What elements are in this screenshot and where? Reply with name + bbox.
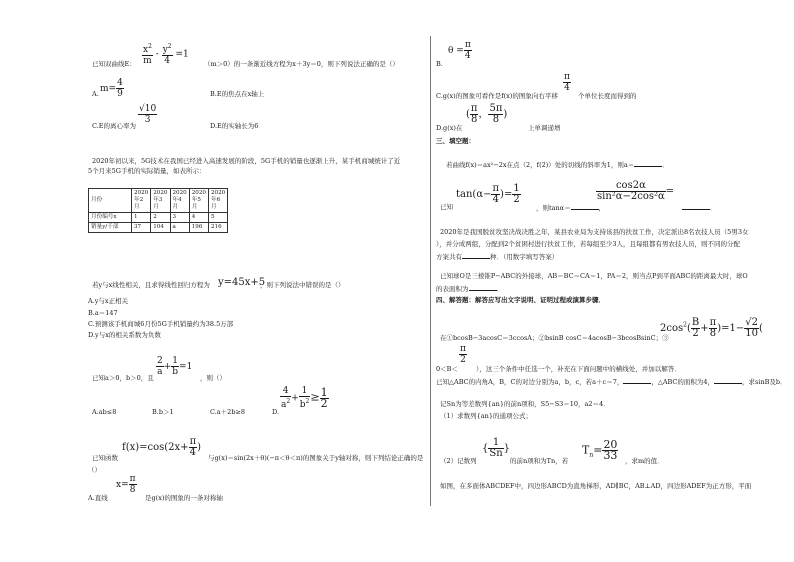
- answer-blank: [623, 377, 651, 384]
- table-cell: 4: [189, 213, 208, 223]
- column-divider: [430, 36, 431, 506]
- table-cell: 3: [170, 213, 189, 223]
- table-cell: 5: [209, 213, 228, 223]
- solve1-line2: ），这三个条件中任选一个，补充在下面问题中的横线处，并加以解答．: [476, 365, 681, 373]
- trig-option-a-text: 是g(x)的图象的一条对称轴: [145, 494, 223, 502]
- ineq-condition: $\frac{2}{a}$ + $\frac{1}{b}$ =1: [157, 356, 193, 377]
- section-4-heading: 四、解答题：解答应写出文字说明、证明过程或演算步骤．: [436, 296, 605, 304]
- section-3-heading: 三、填空题：: [436, 137, 475, 145]
- fill4-line2: 的表面积为 ．: [436, 285, 503, 293]
- fill2-end: ．: [682, 203, 717, 212]
- ineq-prefix: 已知a＞0，b＞0，且: [92, 374, 154, 382]
- table-cell: 104: [151, 223, 170, 233]
- solve1-condition-3: $2\cos^2$( $\frac{B}{2}$ + $\frac{\pi}{8}$ )=1− $\frac{√2}{10}$ (: [660, 317, 763, 339]
- table-row: [89, 223, 228, 233]
- table-row: [89, 213, 228, 223]
- solve2-sub1: （1）求数列{an}的通项公式；: [440, 412, 532, 420]
- solve3-line1: 如图，在多面体ABCDEF中，四边形ABCD为直角梯形，AD∥BC，AB⊥AD，四边形ADEF为正方形，平面: [440, 482, 752, 490]
- 5g-intro-line2: 5个月来5G手机的实际销量，如表所示：: [88, 167, 206, 175]
- answer-blank: [462, 252, 490, 259]
- 5g-option-a: A.y与x正相关: [88, 297, 129, 305]
- solve2-tn-equation: $T_n=$ $\frac{20}{33}$: [582, 438, 618, 462]
- solve2-sub2-prefix: （2）记数列: [440, 457, 477, 465]
- answer-blank: [571, 203, 599, 210]
- 5g-regression-suffix: ，则下列说法中错误的是（）: [260, 281, 345, 289]
- table-row: [89, 189, 228, 213]
- trig-label: （）: [88, 466, 101, 474]
- fill1-text: 若曲线f(x)＝ax²−2x在点（2，f(2)）处的切线的斜率为1，则a＝ ．: [446, 161, 669, 169]
- table-cell: a: [170, 223, 189, 233]
- table-cell: 216: [209, 223, 228, 233]
- 5g-option-d: D.y与x的相关系数为负数: [88, 331, 161, 339]
- table-cell: 2: [151, 213, 170, 223]
- trig-option-c-text: C.g(x)的图象可看作是f(x)的图象向右平移: [436, 92, 558, 100]
- fill2-mid: ，则tanα＝ ，: [536, 204, 606, 212]
- trig-option-d-interval: ( $\frac{\pi}{8}$ ， $\frac{5\pi}{8}$ ): [466, 103, 508, 125]
- hyperbola-option-a-label: A.: [92, 90, 99, 98]
- 5g-intro-line1: 2020年初以来，5G技术在我国已经进入高速发展的阶段，5G手机的销量也逐渐上升，某手机商城统计了近: [92, 157, 401, 165]
- hyperbola-option-d: D.E的实轴长为6: [210, 122, 259, 130]
- trig-option-c-suffix: 个单位长度而得到的: [578, 92, 637, 100]
- trig-option-a-eq: x= $\frac{\pi}{8}$: [116, 474, 136, 495]
- hyperbola-option-a: m= $\frac{4}{9}$: [100, 78, 123, 99]
- hyperbola-option-c-label: C.E的离心率为: [92, 122, 137, 130]
- solve2-sequence: { $\frac{1}{Sn}$ }: [482, 437, 511, 459]
- answer-blank: [634, 160, 662, 167]
- fill4-line1: 已知球O是三棱锥P−ABC的外接球，AB＝BC＝CA＝1，PA＝2，则当点P到平面ABC的距离最大时，球O: [440, 272, 748, 280]
- hyperbola-option-b: B.E的焦点在x轴上: [210, 90, 265, 98]
- solve1-conditions: 在①bcosB−3acosC＝3ccosA；②bsinB cosC＝4acosB−3bcosBsinC；③: [440, 334, 669, 342]
- table-cell: 2020年3月: [151, 189, 170, 213]
- hyperbola-option-c-value: $\frac{√10}{3}$: [139, 104, 157, 125]
- solve2-line1: 记Sn为等差数列{an}的前n项和，S5−S3＝10，a2＝4．: [440, 400, 610, 408]
- table-cell: 2020年2月: [132, 189, 151, 213]
- trig-function: f(x)=cos(2x+ $\frac{\pi}{4}$ ): [122, 436, 202, 458]
- fill3-line1: 2020年是我国脱贫攻坚决战决胜之年，某县农业局为支持该县的扶贫工作，决定派出8名农技人员（5男3女: [440, 228, 749, 236]
- ineq-option-a: A.ab≤8: [92, 408, 117, 416]
- trig-prefix: 已知函数: [92, 454, 118, 462]
- solve2-sub2-mid: 的前n项和为Tn，若: [510, 457, 569, 465]
- table-cell: 2020年5月: [189, 189, 208, 213]
- table-cell: 月份: [89, 189, 132, 213]
- 5g-regression-equation: y=45x+5: [218, 277, 266, 288]
- solve1-pi-half: $\frac{\pi}{2}$: [460, 344, 466, 365]
- answer-blank: [714, 377, 742, 384]
- trig-option-d-label: D.g(x)在: [436, 124, 463, 132]
- table-cell: 1: [132, 213, 151, 223]
- sales-table: [88, 188, 228, 233]
- fill2-tan-equation: tan(α− $\frac{\pi}{4}$ )= $\frac{1}{2}$: [456, 183, 520, 205]
- fill3-line3: 方案共有 种．（用数字填写答案）: [436, 253, 559, 261]
- trig-text: 与g(x)＝sin(2x＋θ)(−π＜θ＜π)的图象关于y轴对称，则下列结论正确的是: [208, 454, 424, 462]
- fill2-prefix: 已知: [440, 203, 453, 211]
- ineq-suffix: ，则（）: [200, 374, 226, 382]
- answer-blank: [469, 284, 497, 291]
- trig-option-b: θ = $\frac{\pi}{4}$: [448, 40, 471, 61]
- fill3-line2: ），并分成两组，分配到2个贫困村进行扶贫工作，若每组至少3人，且每组都有男农技人员，则不同的分配: [436, 240, 741, 248]
- trig-option-b-label: B.: [436, 60, 443, 68]
- table-cell: 37: [132, 223, 151, 233]
- ineq-option-d: $\frac{4}{a^2}$ + $\frac{1}{b^2}$ ≥ $\frac{1}{2}$: [281, 385, 328, 410]
- ineq-option-b: B.b＞1: [152, 408, 174, 416]
- 5g-option-b: B.a＝147: [88, 309, 118, 317]
- 5g-regression-prefix: 若y与x线性相关，且求得线性回归方程为: [92, 281, 210, 289]
- table-cell: 2020年4月: [170, 189, 189, 213]
- answer-blank: [682, 203, 710, 210]
- fill2-expression: $\frac{\cos 2\alpha}{\text{sin²α−2cos²α}}$ =: [597, 180, 675, 202]
- ineq-option-c: C.a＋2b≥8: [210, 408, 246, 416]
- table-cell: 销量y/千部: [89, 223, 132, 233]
- solve1-range-prefix: 0＜B＜: [436, 365, 458, 373]
- hyperbola-question-text: （m＞0）的一条渐近线方程为x＋3y＝0，则下列说法正确的是（）: [204, 60, 399, 68]
- ineq-option-d-label: D.: [272, 408, 280, 416]
- hyperbola-equation: $\frac{x^2}{m}$ - $\frac{y^2}{4}$ =1: [143, 43, 189, 66]
- 5g-option-c: C.预测该手机商城6月份5G手机销量约为38.5万部: [88, 320, 234, 328]
- table-cell: 月份编号x: [89, 213, 132, 223]
- trig-option-a-label: A.直线: [88, 494, 108, 502]
- trig-option-c-frac: $\frac{\pi}{4}$: [564, 72, 570, 93]
- table-cell: 196: [189, 223, 208, 233]
- solve2-sub2-end: ，求m的值．: [625, 457, 664, 465]
- trig-option-d-suffix: 上单调递增: [528, 124, 561, 132]
- table-cell: 2020年6月: [209, 189, 228, 213]
- solve1-line3: 已知△ABC的内角A，B，C的对边分别为a，b，c，若a＋c＝7， ，△ABC的面积为4， ，求sinB及b．: [436, 378, 787, 386]
- hyperbola-question-prefix: 已知双曲线E：: [92, 60, 136, 68]
